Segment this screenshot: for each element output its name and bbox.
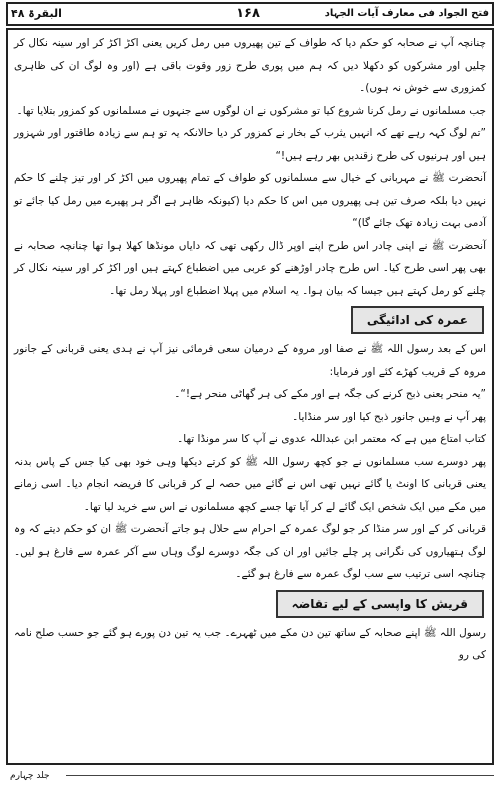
paragraph: قربانی کر کے اور سر منڈا کر جو لوگ عمرہ کے احرام سے حلال ہو جاتے آنحضرت ﷺ ان کو حکم دیتے کہ وہ لوگ ہتھیاروں کی نگرانی پر چلے جائیں اور ان کی جگہ دوسرے لوگ وہاں سے آکر عمرہ سے فارغ ہو لیں۔ چنانچہ اسی ترتیب سے سب لوگ عمرہ سے فارغ ہو گئے۔ xyxy=(14,523,486,580)
paragraph: آنحضرت ﷺ نے مہربانی کے خیال سے مسلمانوں کو طواف کے تمام پھیروں میں اکڑ کر اور تیز چلنے کا حکم نہیں دیا بلکہ صرف تین ہی پھیروں میں اس کا حکم دیا (کیونکہ ظاہر ہے اگر ہر پھیرے میں رمل کیا جائے تو آدمی بہت زیادہ تھک جائے گا)“ xyxy=(14,172,486,229)
paragraph: پھر آپ نے وہیں جانور ذبح کیا اور سر منڈایا۔ xyxy=(292,410,486,423)
volume-label: جلد چہارم xyxy=(10,771,50,781)
section-heading-quraysh: قریش کا واپسی کے لیے تقاضہ xyxy=(276,590,484,618)
page-header xyxy=(6,2,494,26)
paragraph: رسول اللہ ﷺ اپنے صحابہ کے ساتھ تین دن مکے میں ٹھہرے۔ جب یہ تین دن پورے ہو گئے جو حسب صلح نامہ کی رو xyxy=(14,626,486,661)
paragraph: اس کے بعد رسول اللہ ﷺ نے صفا اور مروہ کے درمیان سعی فرمائی نیز آپ نے ہدی یعنی قربانی کے جانور مروہ کے قریب کھڑے کئے اور فرمایا: xyxy=(14,343,486,378)
paragraph: جب مسلمانوں نے رمل کرنا شروع کیا تو مشرکوں نے ان لوگوں سے جنہوں نے مسلمانوں کو کمزور بتلایا تھا۔ xyxy=(16,104,486,117)
paragraph: چنانچہ آپ نے صحابہ کو حکم دیا کہ طواف کے تین پھیروں میں رمل کریں یعنی اکڑ اکڑ کر اور سینہ نکال کر چلیں اور مشرکوں کو دکھلا دیں کہ ہم میں پوری طرح زور وقوت باقی ہے (اور وہ لوگ ان کی ظاہری کمزوری سے خوش نہ ہوں)۔ xyxy=(14,37,486,94)
page-footer xyxy=(6,767,494,785)
page-number: ۱۶۸ xyxy=(236,6,260,21)
paragraph: پھر دوسرے سب مسلمانوں نے جو کچھ رسول اللہ ﷺ کو کرتے دیکھا وہی خود بھی کیا جس کے پاس بدنہ یعنی قربانی کا اونٹ یا گائے نہیں تھی اس نے گائے میں حصہ لے کر قربانی کا فریضہ انجام دیا۔ اسی زمانے میں مکے میں ایک شخص ایک گائے لے کر آیا تھا جسے کچھ مسلمانوں نے اس سے خرید لیا تھا۔ xyxy=(14,455,486,513)
section-heading-umrah: عمرہ کی ادائیگی xyxy=(351,306,484,334)
book-title: فتح الجواد فی معارف آیات الجہاد xyxy=(324,8,489,19)
footer-divider xyxy=(66,775,494,776)
page-content xyxy=(14,32,486,667)
quote-paragraph: ”یہ منحر یعنی ذبح کرنے کی جگہ ہے اور مکے کی ہر گھاٹی منحر ہے!“۔ xyxy=(174,388,486,400)
surah-verse-label: البقرۃ ۴۸ xyxy=(11,7,62,20)
quote-paragraph: ”تم لوگ کہہ رہے تھے کہ انہیں یثرب کے بخار نے کمزور کر دیا حالانکہ یہ تو ہم سے زیادہ طاقتور اور شہزور ہیں اور ہرنیوں کی طرح زقندیں بھر رہے ہیں!“ xyxy=(14,127,486,162)
paragraph: آنحضرت ﷺ نے اپنی چادر اس طرح اپنے اوپر ڈال رکھی تھی کہ دایاں مونڈھا کھلا ہوا تھا چنانچہ صحابہ نے بھی پھر اسی طرح کیا۔ اس طرح چادر اوڑھنے کو عربی میں اضطباع کہتے ہیں اور اکڑ کر اور سینہ نکال کر چلنے کو رمل کہتے ہیں جیسا کہ بیان ہوا۔ یہ اسلام میں پہلا اضطباع اور پہلا رمل تھا۔ xyxy=(14,239,486,297)
paragraph: کتاب امتاع میں ہے کہ معتمر ابن عبداللہ عدوی نے آپ کا سر مونڈا تھا۔ xyxy=(177,433,486,445)
